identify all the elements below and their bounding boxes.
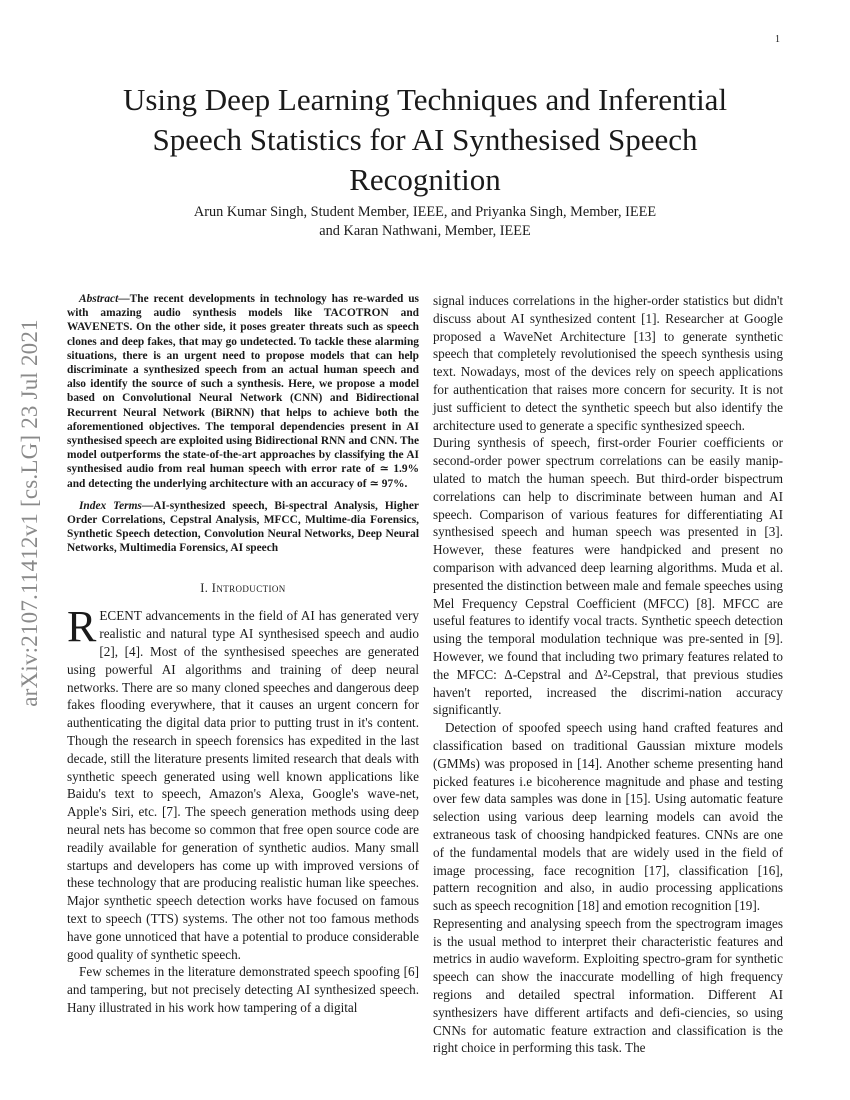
index-terms (67, 499, 419, 556)
abstract-label: Abstract (79, 293, 119, 305)
authors-line-2: and Karan Nathwani, Member, IEEE (319, 223, 531, 239)
right-paragraph-2: During synthesis of speech, first-order Fourier coefficients or second-order power spectrum correlations can be easily manip-ulated to match the human speech. But third-order bispectrum correlations can help to discriminate between human and AI speech. Comparison of various features for differentiating AI synthesised speech and human speech was presented in [3]. However, these features were handpicked and present no comparison with advanced deep learning algorithms. Muda et al. presented the distinction between male and female speeches using Mel Frequency Cepstral Coefficient (MFCC) [8]. MFCC are useful features to identify vocal tracts. Synthetic speech detection using the temporal modulation technique was pre-sented in [9]. However, we found that including two primary features related to the MFCC: Δ-Cepstral and Δ²-Cepstral, that previous studies haven't reported, increased the discrimi-nation accuracy significantly. (433, 435, 783, 718)
drop-cap: R (67, 602, 97, 652)
index-terms-label: Index Terms (79, 499, 142, 512)
abstract (67, 292, 419, 491)
arxiv-identifier-text: arXiv:2107.11412v1 [cs.LG] 23 Jul 2021 (17, 319, 42, 707)
index-terms-text: —AI-synthesized speech, Bi-spectral Analysis, Higher Order Correlations, Cepstral Analysis, MFCC, Multime-dia Forensics, Synthetic Speech detection, Convolution Neural Networks, Deep Neural Networks, Multimedia Forensics, AI speech (67, 499, 419, 555)
intro-paragraph-1 (67, 602, 419, 963)
intro-paragraph-2: Few schemes in the literature demonstrated speech spoofing [6] and tampering, but not precisely detecting AI synthesized speech. Hany illustrated in his work how tampering of a digital (67, 964, 419, 1015)
paper-title: Using Deep Learning Techniques and Inferential Speech Statistics for AI Synthesised Speech Recognition (122, 82, 728, 197)
left-column (67, 292, 419, 1017)
section-heading-introduction: I. Introduction (200, 580, 286, 595)
abstract-text: —The recent developments in technology has re-warded us with amazing audio synthesis models like TACOTRON and WAVENETS. On the other side, it poses greater threats such as speech clones and deep fakes, that may go undetected. To tackle these alarming situations, there is an urgent need to propose models that can help discriminate a synthesized speech from an actual human speech and also identify the source of such a synthesis. Here, we propose a model based on Convolutional Neural Network (CNN) and Bidirectional Recurrent Neural Network (BiRNN) that helps to achieve both the aforementioned objectives. The temporal dependencies present in AI synthesised speech are exploited using Bidirectional RNN and CNN. The model outperforms the state-of-the-art approaches by classifying the AI synthesised audio from real human speech with error rate of ≃ 1.9% and detecting the underlying architecture with an accuracy of ≃ 97%. (67, 293, 419, 490)
arxiv-identifier-stamp[interactable] (6, 278, 54, 748)
page-number: 1 (775, 34, 780, 45)
intro-paragraph-1-text: ECENT advancements in the field of AI has generated very realistic and natural type AI synthesised speech and audio [2], [4]. Most of the synthesised speeches are generated using powerful AI algorithms and training of deep neural networks. There are so many cloned speeches and dangerous deep fakes flooding everywhere, that it causes an urgent concern for authenticating the digital data prior to putting trust in it's content. Though the research in speech forensics has expedited in the last decade, still the literature presents limited research that deals with synthetic speech generated using well known applications like Baidu's text to speech, Amazon's Alexa, Google's wave-net, Apple's Siri, etc. [7]. The speech generation methods using deep neural nets has become so common that free open source code are readily available for generation of synthetic audios. Many small startups and developers has come up with improved versions of these technology that are producing realistic human like speeches. Major synthetic speech detection works have focused on famous text to speech (TTS) systems. The other not too famous methods have gone unnoticed that have a potential to produce considerable good quality of synthetic speech. (67, 608, 419, 962)
right-paragraph-4: Representing and analysing speech from the spectrogram images is the usual method to interpret their characteristic features and metrics in audio waveform. Exploiting spectro-gram for synthetic speech can show the inaccurate modelling of high frequency regions and detailed spectral information. Different AI synthesizers have different artifacts and defi-ciencies, so using CNNs for automatic feature extraction and classification is the right choice in performing this task. The (433, 915, 783, 1056)
right-column (433, 292, 783, 1057)
right-paragraph-3: Detection of spoofed speech using hand crafted features and classification based on traditional Gaussian mixture models (GMMs) was proposed in [14]. Another scheme presenting hand picked features i.e bicoherence magnitude and phase and testing over few data samples was done in [15]. Using automatic feature selection using various deep learning models can avoid the extraneous task of choosing handpicked features. CNNs are one of the fundamental models that are widely used in the field of image processing, face recognition [17], classification [16], pattern recognition and also, in audio processing applications such as speech recognition [18] and emotion recognition [19]. (433, 720, 783, 914)
authors-line-1: Arun Kumar Singh, Student Member, IEEE, and Priyanka Singh, Member, IEEE (193, 204, 657, 220)
right-paragraph-1: signal induces correlations in the higher-order statistics but didn't discuss about AI synthesized content [1]. Researcher at Google proposed a WaveNet Architecture [13] to generate synthetic speech that completely revolutionised the speech synthesis using text. Nowadays, most of the devices rely on speech applications for authentication that raises more concern for security. It is not just sufficient to detect the synthetic speech but also identify the architecture used to generate a specific synthesized speech. (433, 293, 783, 433)
author-list (100, 203, 750, 241)
